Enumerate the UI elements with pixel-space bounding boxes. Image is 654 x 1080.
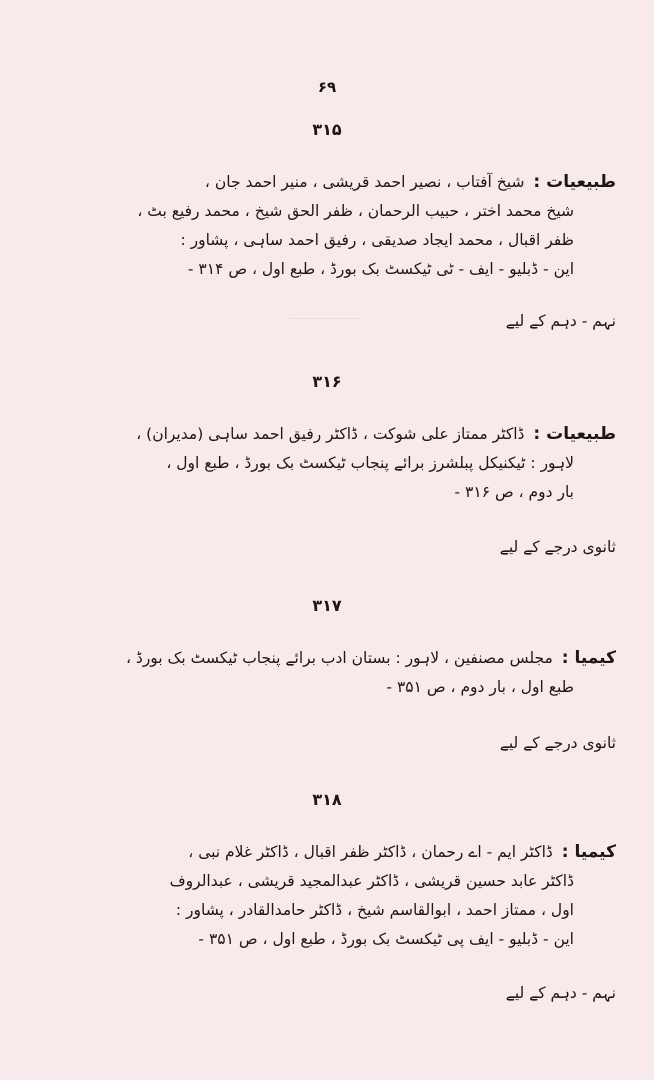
entry-line-text: ڈاکٹر عابد حسین قریشی ، ڈاکٹر عبدالمجید قریشی ، عبدالروف <box>169 872 574 890</box>
entry-subject: طبیعیات : <box>533 172 616 192</box>
entry-level: نہم - دہم کے لیے <box>505 984 616 1002</box>
entry-line-text: ظفر اقبال ، محمد ایجاد صدیقی ، رفیق احمد ساہی ، پشاور : <box>180 231 574 249</box>
entry-first-line <box>26 168 616 197</box>
entry-line-text: مجلس مصنفین ، لاہور : بستان ادب برائے پنجاب ٹیکسٹ بک بورڈ ، <box>125 649 553 667</box>
entry-line-text: طبع اول ، بار دوم ، ص ۳۵۱ - <box>386 678 574 696</box>
bibliography-entry <box>26 644 616 702</box>
page-number: ۶۹ <box>317 78 337 96</box>
entry-line-text: لاہور : ٹیکنیکل پبلشرز برائے پنجاب ٹیکسٹ بک بورڈ ، طبع اول ، <box>166 454 574 472</box>
entry-line-text: ڈاکٹر ایم - اے رحمان ، ڈاکٹر ظفر اقبال ، ڈاکٹر غلام نبی ، <box>188 843 553 861</box>
entry-level: نہم - دہم کے لیے <box>505 312 616 330</box>
entry-line-text: شیخ محمد اختر ، حبیب الرحمان ، ظفر الحق شیخ ، محمد رفیع بٹ ، <box>137 202 574 220</box>
bibliography-entry <box>26 838 616 954</box>
entry-first-line <box>26 644 616 673</box>
entry-line-text: ڈاکٹر ممتاز علی شوکت ، ڈاکٹر رفیق احمد ساہی (مدیران) ، <box>136 425 525 443</box>
entry-line-text: شیخ آفتاب ، نصیر احمد قریشی ، منیر احمد جان ، <box>204 173 525 191</box>
entry-level: ثانوی درجے کے لیے <box>499 538 616 556</box>
entry-subject: کیمیا : <box>561 842 616 862</box>
entry-level: ثانوی درجے کے لیے <box>499 734 616 752</box>
entry-subject: کیمیا : <box>561 648 616 668</box>
entry-line-text: بار دوم ، ص ۳۱۶ - <box>454 483 574 501</box>
bibliography-entry <box>26 168 616 284</box>
entry-number: ۳۱۶ <box>312 372 342 391</box>
entry-line-text: اول ، ممتاز احمد ، ابوالقاسم شیخ ، ڈاکٹر حامدالقادر ، پشاور : <box>175 901 574 919</box>
entry-first-line <box>26 420 616 449</box>
entry-line-text: این - ڈبلیو - ایف - ٹی ٹیکسٹ بک بورڈ ، طبع اول ، ص ۳۱۴ - <box>187 260 574 278</box>
entry-number: ۳۱۵ <box>312 120 342 139</box>
entry-number: ۳۱۷ <box>312 596 342 615</box>
entry-first-line <box>26 838 616 867</box>
entry-number: ۳۱۸ <box>312 790 342 809</box>
bibliography-entry <box>26 420 616 507</box>
entry-subject: طبیعیات : <box>533 424 616 444</box>
entry-line-text: این - ڈبلیو - ایف پی ٹیکسٹ بک بورڈ ، طبع اول ، ص ۳۵۱ - <box>198 930 574 948</box>
